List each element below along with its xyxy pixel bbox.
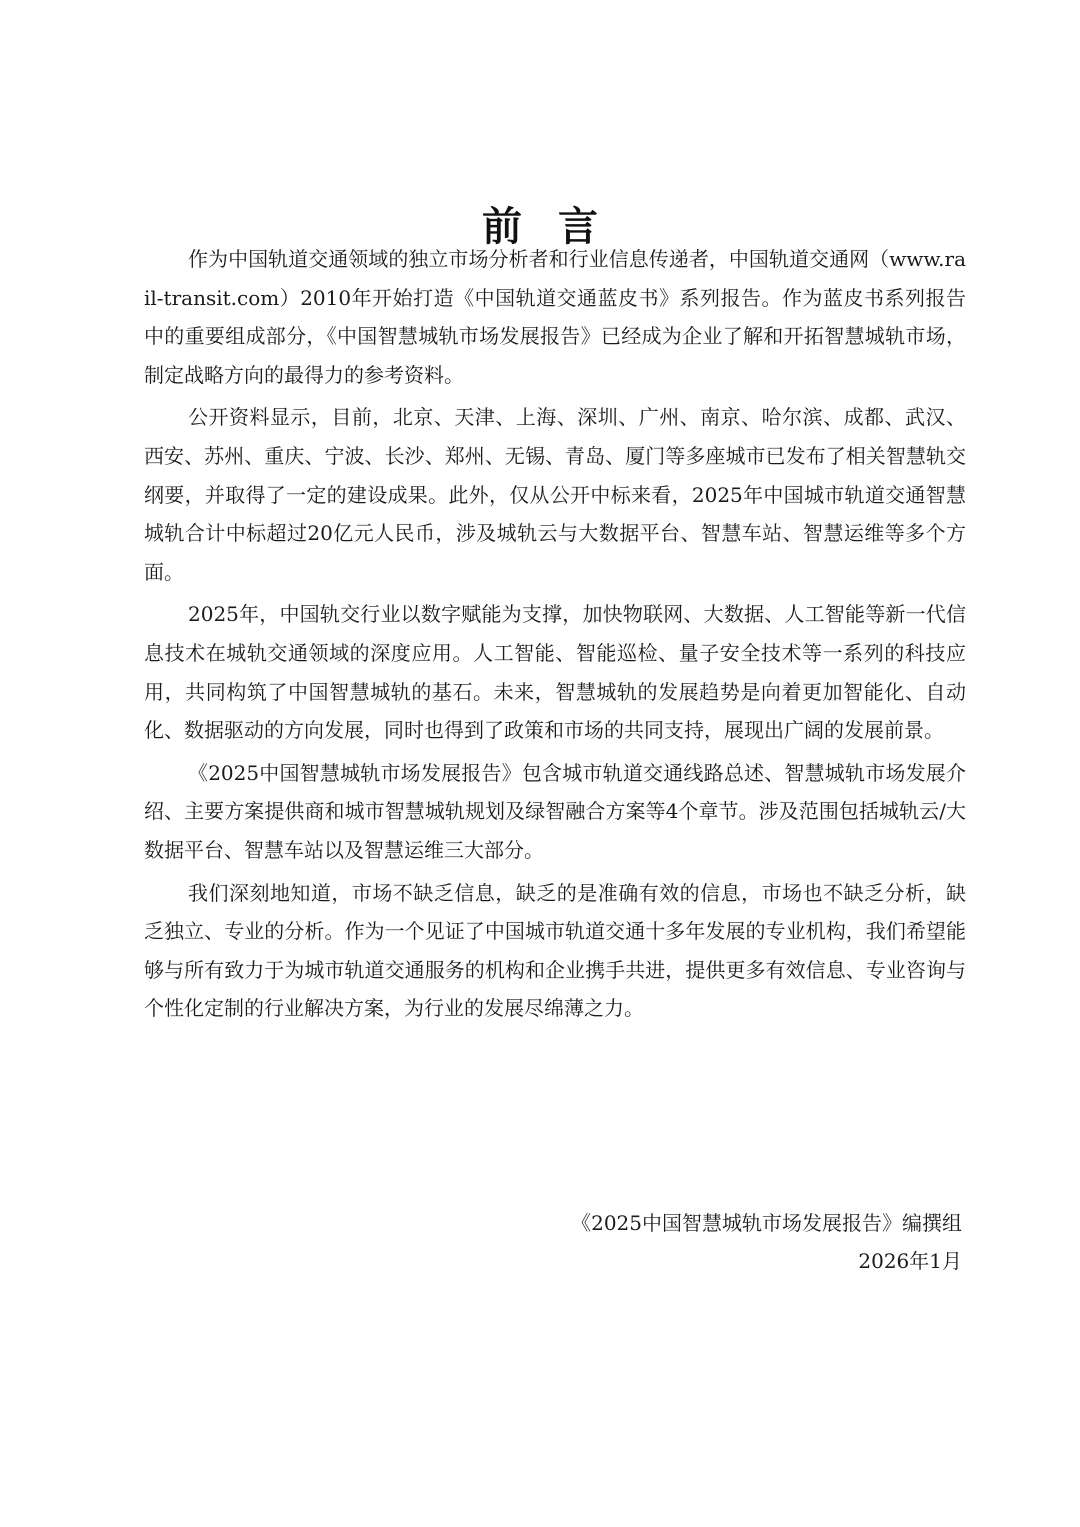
preface-paragraph-1: 作为中国轨道交通领域的独立市场分析者和行业信息传递者，中国轨道交通网（www.rail-transit.com）2010年开始打造《中国轨道交通蓝皮书》系列报告。作为蓝皮书系列报告中的重要组成部分，《中国智慧城轨市场发展报告》已经成为企业了解和开拓智慧城轨市场，制定战略方向的最得力的参考资料。 [144,247,966,387]
signature-author: 《2025中国智慧城轨市场发展报告》编撰组 [571,1211,962,1235]
page-title: 前言 [482,203,634,250]
preface-paragraph-4: 《2025中国智慧城轨市场发展报告》包含城市轨道交通线路总述、智慧城轨市场发展介绍、主要方案提供商和城市智慧城轨规划及绿智融合方案等4个章节。涉及范围包括城轨云/大数据平台、智慧车站以及智慧运维三大部分。 [144,760,966,862]
preface-paragraph-5: 我们深刻地知道，市场不缺乏信息，缺乏的是准确有效的信息，市场也不缺乏分析，缺乏独立、专业的分析。作为一个见证了中国城市轨道交通十多年发展的专业机构，我们希望能够与所有致力于为城市轨道交通服务的机构和企业携手共进，提供更多有效信息、专业咨询与个性化定制的行业解决方案，为行业的发展尽绵薄之力。 [144,880,966,1021]
signature-date: 2026年1月 [858,1249,962,1273]
preface-paragraph-3: 2025年，中国轨交行业以数字赋能为支撑，加快物联网、大数据、人工智能等新一代信息技术在城轨交通领域的深度应用。人工智能、智能巡检、量子安全技术等一系列的科技应用，共同构筑了中国智慧城轨的基石。未来，智慧城轨的发展趋势是向着更加智能化、自动化、数据驱动的方向发展，同时也得到了政策和市场的共同支持，展现出广阔的发展前景。 [144,602,966,743]
preface-body [144,240,966,1032]
signature-block [571,1204,962,1280]
preface-paragraph-2: 公开资料显示，目前，北京、天津、上海、深圳、广州、南京、哈尔滨、成都、武汉、西安、苏州、重庆、宁波、长沙、郑州、无锡、青岛、厦门等多座城市已发布了相关智慧轨交纲要，并取得了一定的建设成果。此外，仅从公开中标来看，2025年中国城市轨道交通智慧城轨合计中标超过20亿元人民币，涉及城轨云与大数据平台、智慧车站、智慧运维等多个方面。 [144,405,966,584]
